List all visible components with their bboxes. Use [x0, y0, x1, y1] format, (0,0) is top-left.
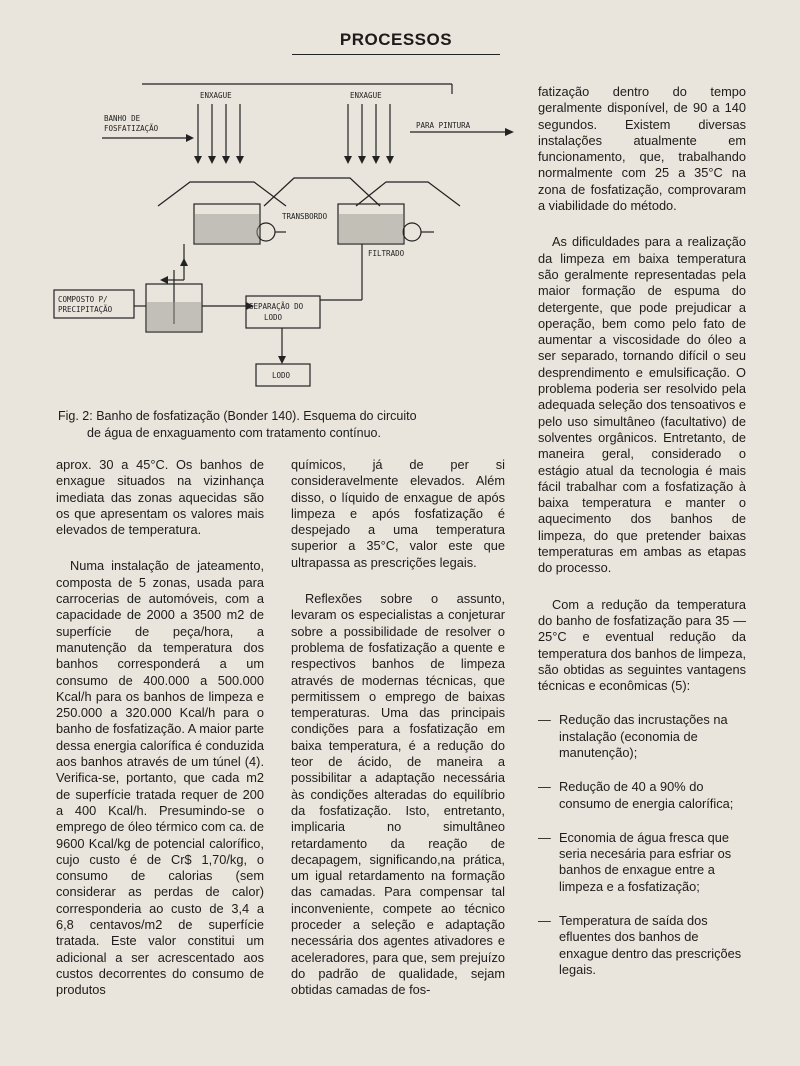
list-item	[538, 712, 746, 761]
process-diagram	[50, 74, 520, 404]
paragraph: fatização dentro do tempo geralmente disponível, de 90 a 140 segundos. Existem diversas instalações atualmente em funcionamento, que, trabalhando normalmente com 25 a 35°C na zona de fosfatização, comprovaram a viabilidade do método.	[538, 84, 746, 214]
sludge-separation-label-1: SEPARAÇÃO DO	[249, 302, 304, 311]
advantages-list	[538, 712, 746, 978]
to-paint-label: PARA PINTURA	[416, 121, 471, 130]
list-item-text: Redução das incrustações na instalação (economia de manutenção);	[559, 712, 728, 760]
compound-label-1: COMPOSTO P/	[58, 295, 108, 304]
bath-input-label-2: FOSFATIZAÇÃO	[104, 124, 159, 133]
list-item-text: Redução de 40 a 90% do consumo de energia calorífica;	[559, 779, 734, 811]
overflow-label: TRANSBORDO	[282, 212, 328, 221]
list-item-text: Economia de água fresca que seria necesária para esfriar os banhos de enxague entre a limpeza e a fosfatização;	[559, 829, 732, 894]
paragraph: Com a redução da temperatura do banho de fosfatização para 35 — 25°C e eventual redução da temperatura dos banhos de limpeza, são obtidas as seguintes vantagens técnicas e econômicas (5):	[538, 596, 746, 694]
rinse-label-left: ENXAGUE	[200, 91, 232, 100]
figure-caption	[58, 408, 488, 442]
sludge-separation-label-2: LODO	[264, 313, 283, 322]
text-column-1	[56, 457, 264, 999]
paragraph: As dificuldades para a realização da limpeza em baixa temperatura são geralmente representadas pela maior formação de espuma do detergente, que pode prejudicar a operação, bem como pelo fato de aumentar a viscosidade do óleo a ser separado, tornando difícil o seu desprendimento e emulsificação. O problema poderia ser resolvido pela adequada seleção dos tensoativos e pelo uso simultâneo (facultativo) de solventes orgânicos. Entretanto, de maneira geral, considerado o estágio atual da tecnologia é mais fácil trabalhar com a fosfatização à baixa temperatura e manter o aquecimento dos banhos de limpeza, do que pretender baixas temperaturas em ambas as etapas do processo.	[538, 234, 746, 576]
list-item	[538, 830, 746, 895]
dash-bullet: —	[538, 829, 551, 845]
text-column-3	[538, 84, 746, 996]
compound-label-2: PRECIPITAÇÃO	[58, 305, 113, 314]
list-item-text: Temperatura de saída dos efluentes dos banhos de enxague dentro das prescrições legais.	[559, 913, 742, 977]
caption-line-1: Fig. 2: Banho de fosfatização (Bonder 140). Esquema do circuito	[58, 409, 417, 423]
paragraph: aprox. 30 a 45°C. Os banhos de enxague situados na vizinhança imediata das zonas aquecidas são os que apresentam os valores mais elevados de temperatura.	[56, 457, 264, 538]
sludge-label: LODO	[272, 371, 291, 380]
paragraph: Reflexões sobre o assunto, levaram os especialistas a conjeturar sobre a possibilidade de resolver o problema de fosfatização a quente e respectivos banhos de limpeza através de modernas técnicas, que permitissem o emprego de baixas temperaturas. Uma das principais condições para a fosfatização em baixa temperatura, é a redução do teor de ácido, de maneira a possibilitar a adaptação necessária às condições alteradas do equilíbrio da fosfatização. Isto, entretanto, implicaria no simultâneo retardamento da reação de decapagem, significando,na prática, um igual retardamento na formação das camadas. Para compensar tal inconveniente, compete ao técnico proceder a seleção e adaptação necessária dos agentes ativadores e aceleradores, para que, sem prejuízo do padrão de qualidade, sejam obtidas camadas de fos-	[291, 591, 505, 998]
paragraph: químicos, já de per si consideravelmente elevados. Além disso, o líquido de enxague de após limpeza e após fosfatização é despejado a uma temperatura superior a 35°C, valor este que ultrapassa as prescrições legais.	[291, 457, 505, 570]
dash-bullet: —	[538, 712, 551, 728]
bath-input-label-1: BANHO DE	[104, 114, 141, 123]
diagram-svg	[50, 74, 520, 404]
list-item	[538, 779, 746, 812]
rinse-label-right: ENXAGUE	[350, 91, 382, 100]
section-title: PROCESSOS	[339, 30, 453, 49]
dash-bullet: —	[538, 913, 551, 929]
caption-line-2: de água de enxaguamento com tratamento contínuo.	[87, 426, 381, 440]
text-column-2	[291, 457, 505, 999]
dash-bullet: —	[538, 779, 551, 795]
filtrate-label: FILTRADO	[368, 249, 405, 258]
section-header	[292, 30, 500, 55]
paragraph: Numa instalação de jateamento, composta de 5 zonas, usada para carrocerias de automóveis, com a capacidade de 2000 a 3500 m2 de superfície de peça/hora, a manutenção da temperatura dos banhos corresponderá a um consumo de 400.000 a 500.000 Kcal/h para os banhos de limpeza e 250.000 a 320.000 Kcal/h para o banho de fosfatização. A maior parte dessa energia calorífica é conduzida aos banhos através de um túnel (4). Verifica-se, portanto, que cada m2 de superfície tratada requer de 200 a 400 Kcal/h. Presumindo-se o emprego de óleo térmico com ca. de 9600 Kcal/kg de potencial calorífico, cujo custo é de Cr$ 1,70/kg, o consumo de calorias (sem considerar as perdas de calor) corresponderia ao custo de 3,4 a 6,8 centavos/m2 de superfície tratada. Este valor constitui um adicional a ser acrescentado aos custos decorrentes do consumo de produtos	[56, 558, 264, 998]
list-item	[538, 913, 746, 978]
